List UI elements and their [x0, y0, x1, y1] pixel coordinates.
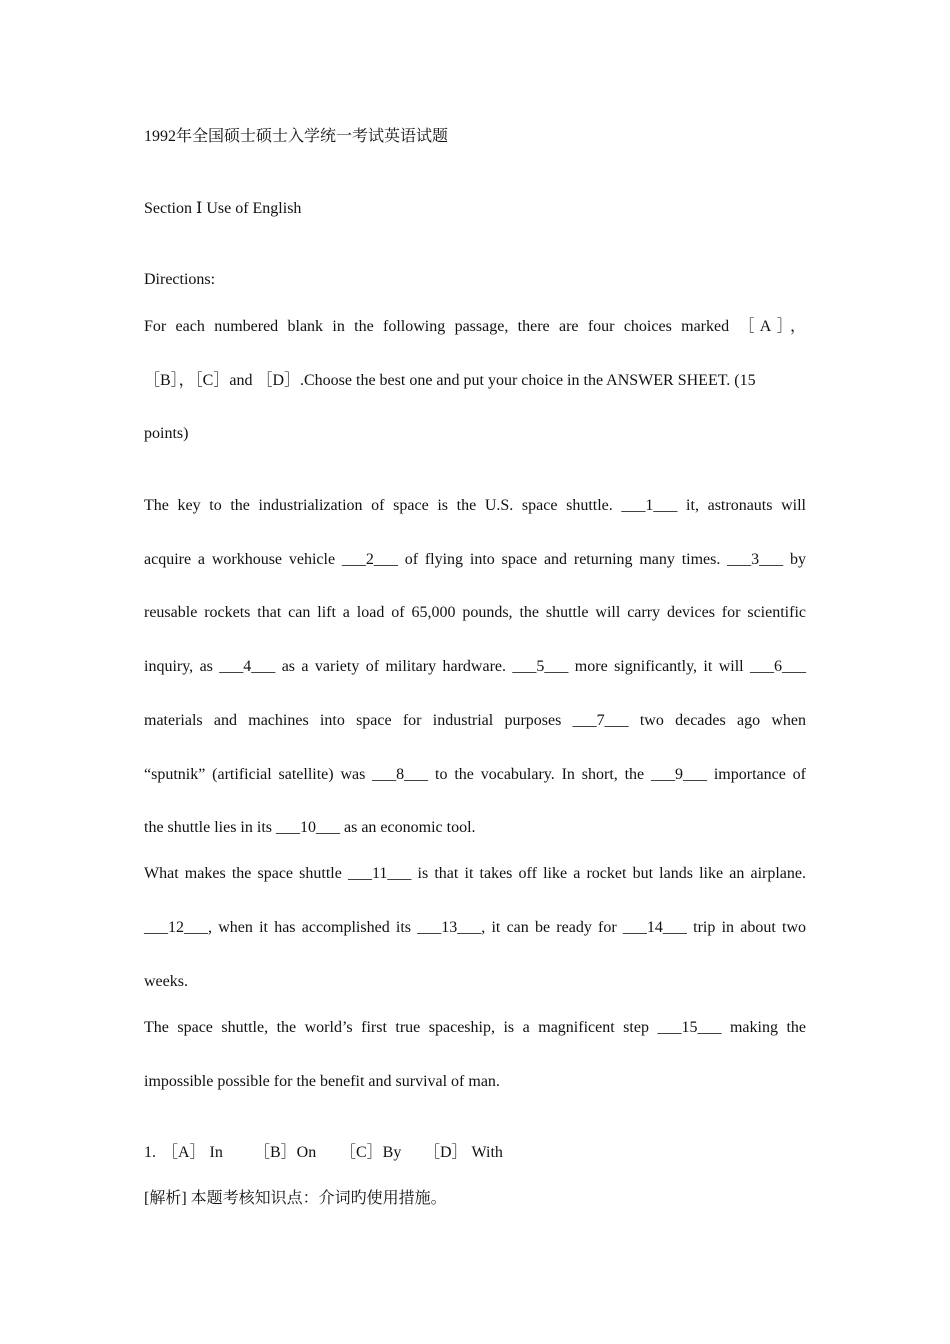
passage-line: ___12___, when it has accomplished its ___13___, it can be ready for ___14___ trip in about two — [144, 919, 806, 936]
question-option-a: ［A］ In — [162, 1144, 223, 1161]
directions-line: points) — [144, 425, 189, 442]
question-number: 1. — [144, 1144, 156, 1161]
analysis-text: [解析] 本题考核知识点：介词旳使用措施。 — [144, 1190, 447, 1207]
passage-line: inquiry, as ___4___ as a variety of military hardware. ___5___ more significantly, it will ___6___ — [144, 658, 806, 675]
passage-line: acquire a workhouse vehicle ___2___ of flying into space and returning many times. ___3___ by — [144, 551, 806, 568]
section-heading: Section Ⅰ Use of English — [144, 200, 302, 217]
passage-line: The space shuttle, the world’s first true spaceship, is a magnificent step ___15___ making the — [144, 1019, 806, 1036]
document-title: 1992年全国硕士硕士入学统一考试英语试题 — [144, 128, 449, 145]
directions-line: For each numbered blank in the following passage, there are four choices marked ［A］， — [144, 318, 806, 335]
directions-line: ［B］，［C］and ［D］.Choose the best one and put your choice in the ANSWER SHEET. (15 — [144, 372, 756, 389]
directions-label: Directions: — [144, 271, 216, 288]
question-option-d: ［D］ With — [424, 1144, 503, 1161]
passage-line: What makes the space shuttle ___11___ is that it takes off like a rocket but lands like an airplane. — [144, 865, 806, 882]
passage-line: reusable rockets that can lift a load of 65,000 pounds, the shuttle will carry devices for scientific — [144, 604, 806, 621]
passage-line: weeks. — [144, 973, 188, 990]
question-option-c: ［C］By — [340, 1144, 402, 1161]
passage-line: The key to the industrialization of space is the U.S. space shuttle. ___1___ it, astronauts will — [144, 497, 806, 514]
passage-line: materials and machines into space for industrial purposes ___7___ two decades ago when — [144, 712, 806, 729]
question-option-b: ［B］On — [254, 1144, 317, 1161]
passage-line: the shuttle lies in its ___10___ as an economic tool. — [144, 819, 476, 836]
passage-line: “sputnik” (artificial satellite) was ___8___ to the vocabulary. In short, the ___9___ importance of — [144, 766, 806, 783]
passage-line: impossible possible for the benefit and survival of man. — [144, 1073, 500, 1090]
